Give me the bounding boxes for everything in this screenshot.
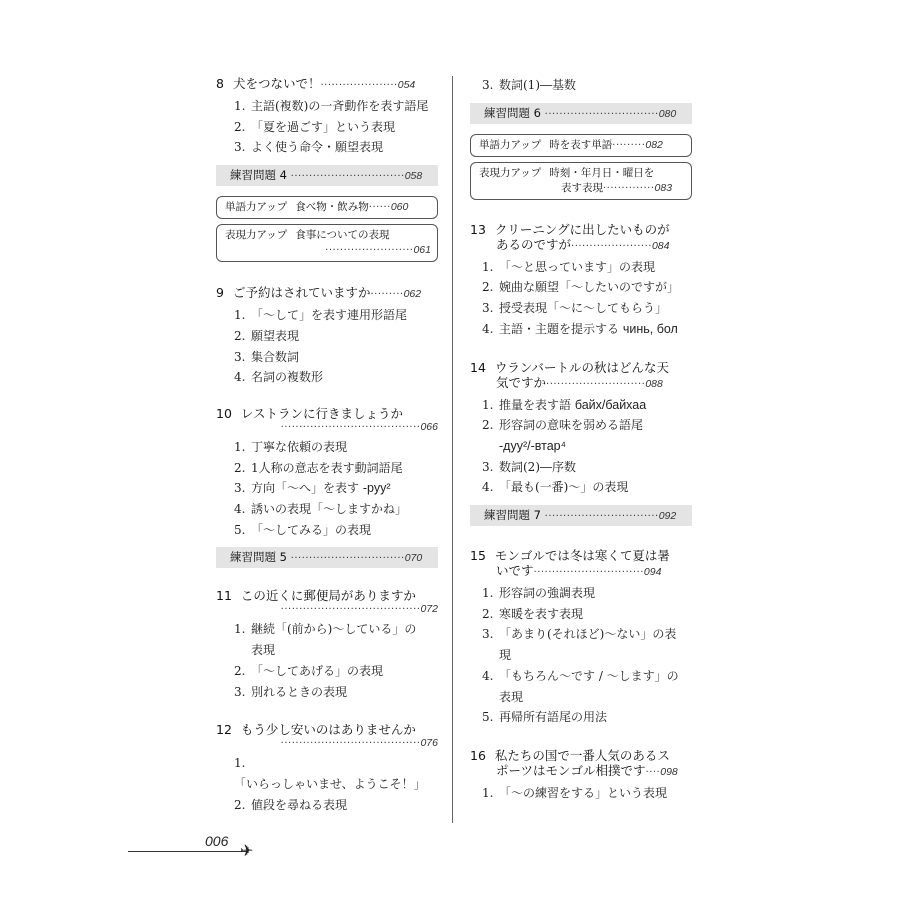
list-item: 2. 1人称の意志を表す動詞語尾 <box>234 460 403 475</box>
chapter-10-title[interactable]: 10 レストランに行きましょうか ······································066 <box>216 405 438 433</box>
chapter-15-title[interactable]: 15 モンゴルでは冬は寒くて夏は暑 いです······························094 <box>470 548 670 579</box>
list-item: 1. 「～して」を表す連用形語尾 <box>234 308 408 323</box>
list-item: 1. 丁寧な依頼の表現 <box>234 439 348 454</box>
list-item: 3. 方向「～へ」を表す -руу² <box>234 481 391 496</box>
chapter-8-items <box>216 96 438 158</box>
chapter-16-title[interactable]: 16 私たちの国で一番人気のあるス ポーツはモンゴル相撲です····098 <box>470 747 678 778</box>
page-ref: 054 <box>397 79 416 91</box>
exercise-5-bar[interactable]: 練習問題 5 ·······························070 <box>216 547 438 568</box>
chapter-12-title[interactable]: 12 もう少し安いのはありませんか ······································076 <box>216 722 438 750</box>
list-item: 3. 集合数詞 <box>234 349 300 364</box>
list-item: 3. 数詞(2)―序数 <box>482 459 576 474</box>
list-item: 5. 「～してみる」の表現 <box>234 522 372 537</box>
chapter-9-title[interactable]: 9 ご予約はされていますか·········062 <box>216 285 422 301</box>
list-item: 2. 形容詞の意味を弱める語尾 -дуу²/-втар⁴ <box>482 418 644 453</box>
list-item: 1. 継続「(前から)～している」の 表現 <box>234 622 417 658</box>
right-column <box>470 76 692 804</box>
chapter-14-items <box>470 395 692 499</box>
exercise-6-bar[interactable]: 練習問題 6 ·······························080 <box>470 103 692 124</box>
chapter-8-title[interactable]: 8 犬をつないで！·····················054 <box>216 76 416 91</box>
chapter-11-items <box>216 619 438 702</box>
list-item: 2. 値段を尋ねる表現 <box>234 797 348 812</box>
exercise-4-bar[interactable]: 練習問題 4 ·······························058 <box>216 165 438 186</box>
list-item: 1. 形容詞の強調表現 <box>482 586 596 601</box>
list-item: 1. 主語(複数)の一斉動作を表す語尾 <box>234 99 429 113</box>
list-item: 2. 婉曲な願望「～したいのですが」 <box>482 280 680 295</box>
column-divider <box>452 76 453 823</box>
list-item: 3. 別れるときの表現 <box>234 684 348 699</box>
list-item: 4. 主語・主題を提示する чинь, бол <box>482 321 678 336</box>
list-item: 3. よく使う命令・願望表現 <box>234 140 384 155</box>
footer-rule <box>128 851 246 852</box>
page-number: 006 <box>205 833 229 849</box>
list-item: 2. 願望表現 <box>234 328 300 343</box>
vocab-box-time[interactable]: 単語力アップ 時を表す単語·········082 <box>470 134 692 157</box>
chapter-10-items <box>216 437 438 541</box>
list-item: 3. 数詞(1)―基数 <box>482 78 576 92</box>
exercise-7-bar[interactable]: 練習問題 7 ·······························092 <box>470 505 692 526</box>
list-item: 4. 「もちろん～です / ～します」の 表現 <box>482 668 679 704</box>
airplane-icon: ✈ <box>240 841 254 860</box>
vocab-box-food[interactable]: 単語力アップ 食べ物・飲み物······060 <box>216 196 438 219</box>
list-item: 1. 「～と思っています」の表現 <box>482 259 656 274</box>
list-item: 4. 「最も(一番)～」の表現 <box>482 480 629 495</box>
list-item: 1. 「～の練習をする」という表現 <box>482 785 668 800</box>
chapter-11-title[interactable]: 11 この近くに郵便局がありますか ······································072 <box>216 588 438 616</box>
list-item: 4. 誘いの表現「～しますかね」 <box>234 502 408 517</box>
chapter-16-items <box>470 783 692 804</box>
chapter-14-title[interactable]: 14 ウランバートルの秋はどんな天 気ですか···························088 <box>470 359 670 390</box>
chapter-13-items <box>470 257 692 340</box>
chapter-12-items <box>216 753 438 815</box>
chapter-13-title[interactable]: 13 クリーニングに出したいものが あるのですが······················084 <box>470 221 670 252</box>
chapter-12-continued-items <box>470 75 692 96</box>
list-item: 3. 授受表現「～に～してもらう」 <box>482 301 668 316</box>
expression-box-date[interactable]: 表現力アップ 時刻・年月日・曜日を 表す表現··············083 <box>470 162 692 200</box>
list-item: 2. 「～してあげる」の表現 <box>234 663 384 678</box>
list-item: 2. 寒暖を表す表現 <box>482 606 584 621</box>
chapter-15-items <box>470 583 692 728</box>
list-item: 3. 「あまり(それほど)～ない」の表 現 <box>482 627 677 663</box>
list-item: 1. 推量を表す語 байх/байхаа <box>482 397 647 412</box>
list-item: 5. 再帰所有語尾の用法 <box>482 710 608 725</box>
chapter-9-items <box>216 305 438 388</box>
list-item: 4. 名詞の複数形 <box>234 370 324 385</box>
left-column <box>216 76 438 815</box>
list-item: 1.「いらっしゃいませ、ようこそ！」 <box>234 756 426 791</box>
list-item: 2. 「夏を過ごす」という表現 <box>234 119 396 134</box>
expression-box-meal[interactable]: 表現力アップ 食事についての表現 ························061 <box>216 224 438 262</box>
